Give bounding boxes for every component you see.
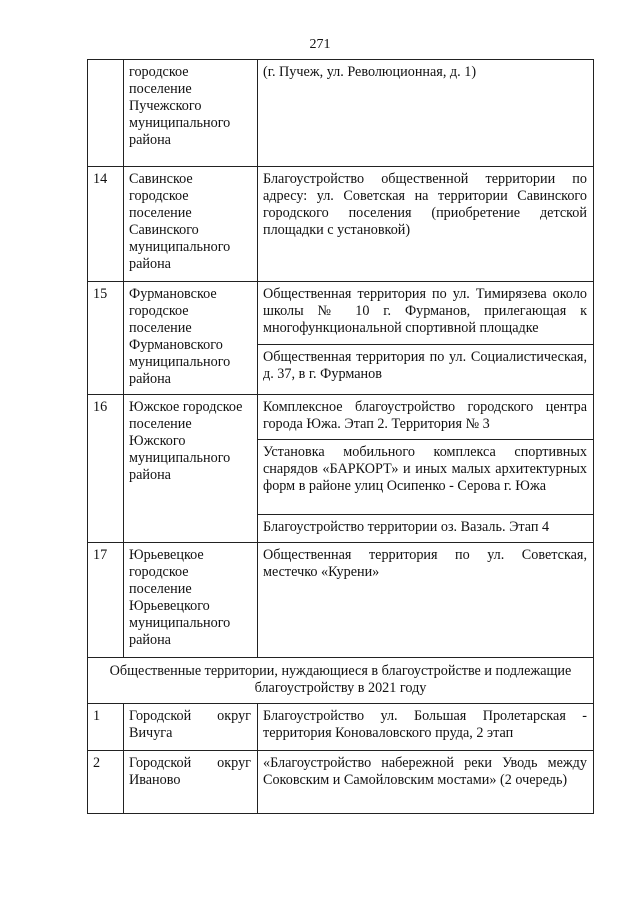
territory-description: (г. Пучеж, ул. Революционная, д. 1) xyxy=(258,60,594,167)
municipality-name: Фурмановское городское поселение Фурмановского муниципального района xyxy=(124,282,258,395)
territory-description: Благоустройство территории оз. Вазаль. Этап 4 xyxy=(258,515,594,543)
municipality-name: Южское городское поселение Южского муниципального района xyxy=(124,395,258,543)
table-row xyxy=(88,704,594,751)
municipality-name: городское поселение Пучежского муниципального района xyxy=(124,60,258,167)
municipality-name: Городской округ Иваново xyxy=(124,751,258,814)
territory-description: Общественная территория по ул. Тимирязева около школы № 10 г. Фурманов, прилегающая к многофункциональной спортивной площадке xyxy=(258,282,594,345)
table-row xyxy=(88,167,594,282)
section-title: Общественные территории, нуждающиеся в благоустройстве и подлежащие благоустройству в 2021 году xyxy=(88,658,594,704)
territory-description: «Благоустройство набережной реки Уводь между Соковским и Самойловским мостами» (2 очередь) xyxy=(258,751,594,814)
territory-description: Установка мобильного комплекса спортивных снарядов «БАРКОРТ» и иных малых архитектурных форм в районе улиц Осипенко - Серова г. Южа xyxy=(258,440,594,515)
territory-description: Общественная территория по ул. Социалистическая, д. 37, в г. Фурманов xyxy=(258,345,594,395)
row-number: 17 xyxy=(88,543,124,658)
territories-table xyxy=(87,59,594,814)
page-number: 271 xyxy=(309,37,331,52)
territory-description: Благоустройство общественной территории по адресу: ул. Советская на территории Савинского городского поселения (приобретение детской площадки с установкой) xyxy=(258,167,594,282)
municipality-name: Городской округ Вичуга xyxy=(124,704,258,751)
row-number: 1 xyxy=(88,704,124,751)
table-row xyxy=(88,282,594,345)
table-row xyxy=(88,543,594,658)
row-number: 15 xyxy=(88,282,124,395)
row-number: 16 xyxy=(88,395,124,543)
territory-description: Общественная территория по ул. Советская, местечко «Курени» xyxy=(258,543,594,658)
table-row xyxy=(88,60,594,167)
row-number: 2 xyxy=(88,751,124,814)
table-row xyxy=(88,751,594,814)
row-number: 14 xyxy=(88,167,124,282)
row-number xyxy=(88,60,124,167)
territory-description: Комплексное благоустройство городского центра города Южа. Этап 2. Территория № 3 xyxy=(258,395,594,440)
territory-description: Благоустройство ул. Большая Пролетарская - территория Коноваловского пруда, 2 этап xyxy=(258,704,594,751)
table-row xyxy=(88,395,594,440)
section-header-row xyxy=(88,658,594,704)
municipality-name: Савинское городское поселение Савинского муниципального района xyxy=(124,167,258,282)
municipality-name: Юрьевецкое городское поселение Юрьевецкого муниципального района xyxy=(124,543,258,658)
